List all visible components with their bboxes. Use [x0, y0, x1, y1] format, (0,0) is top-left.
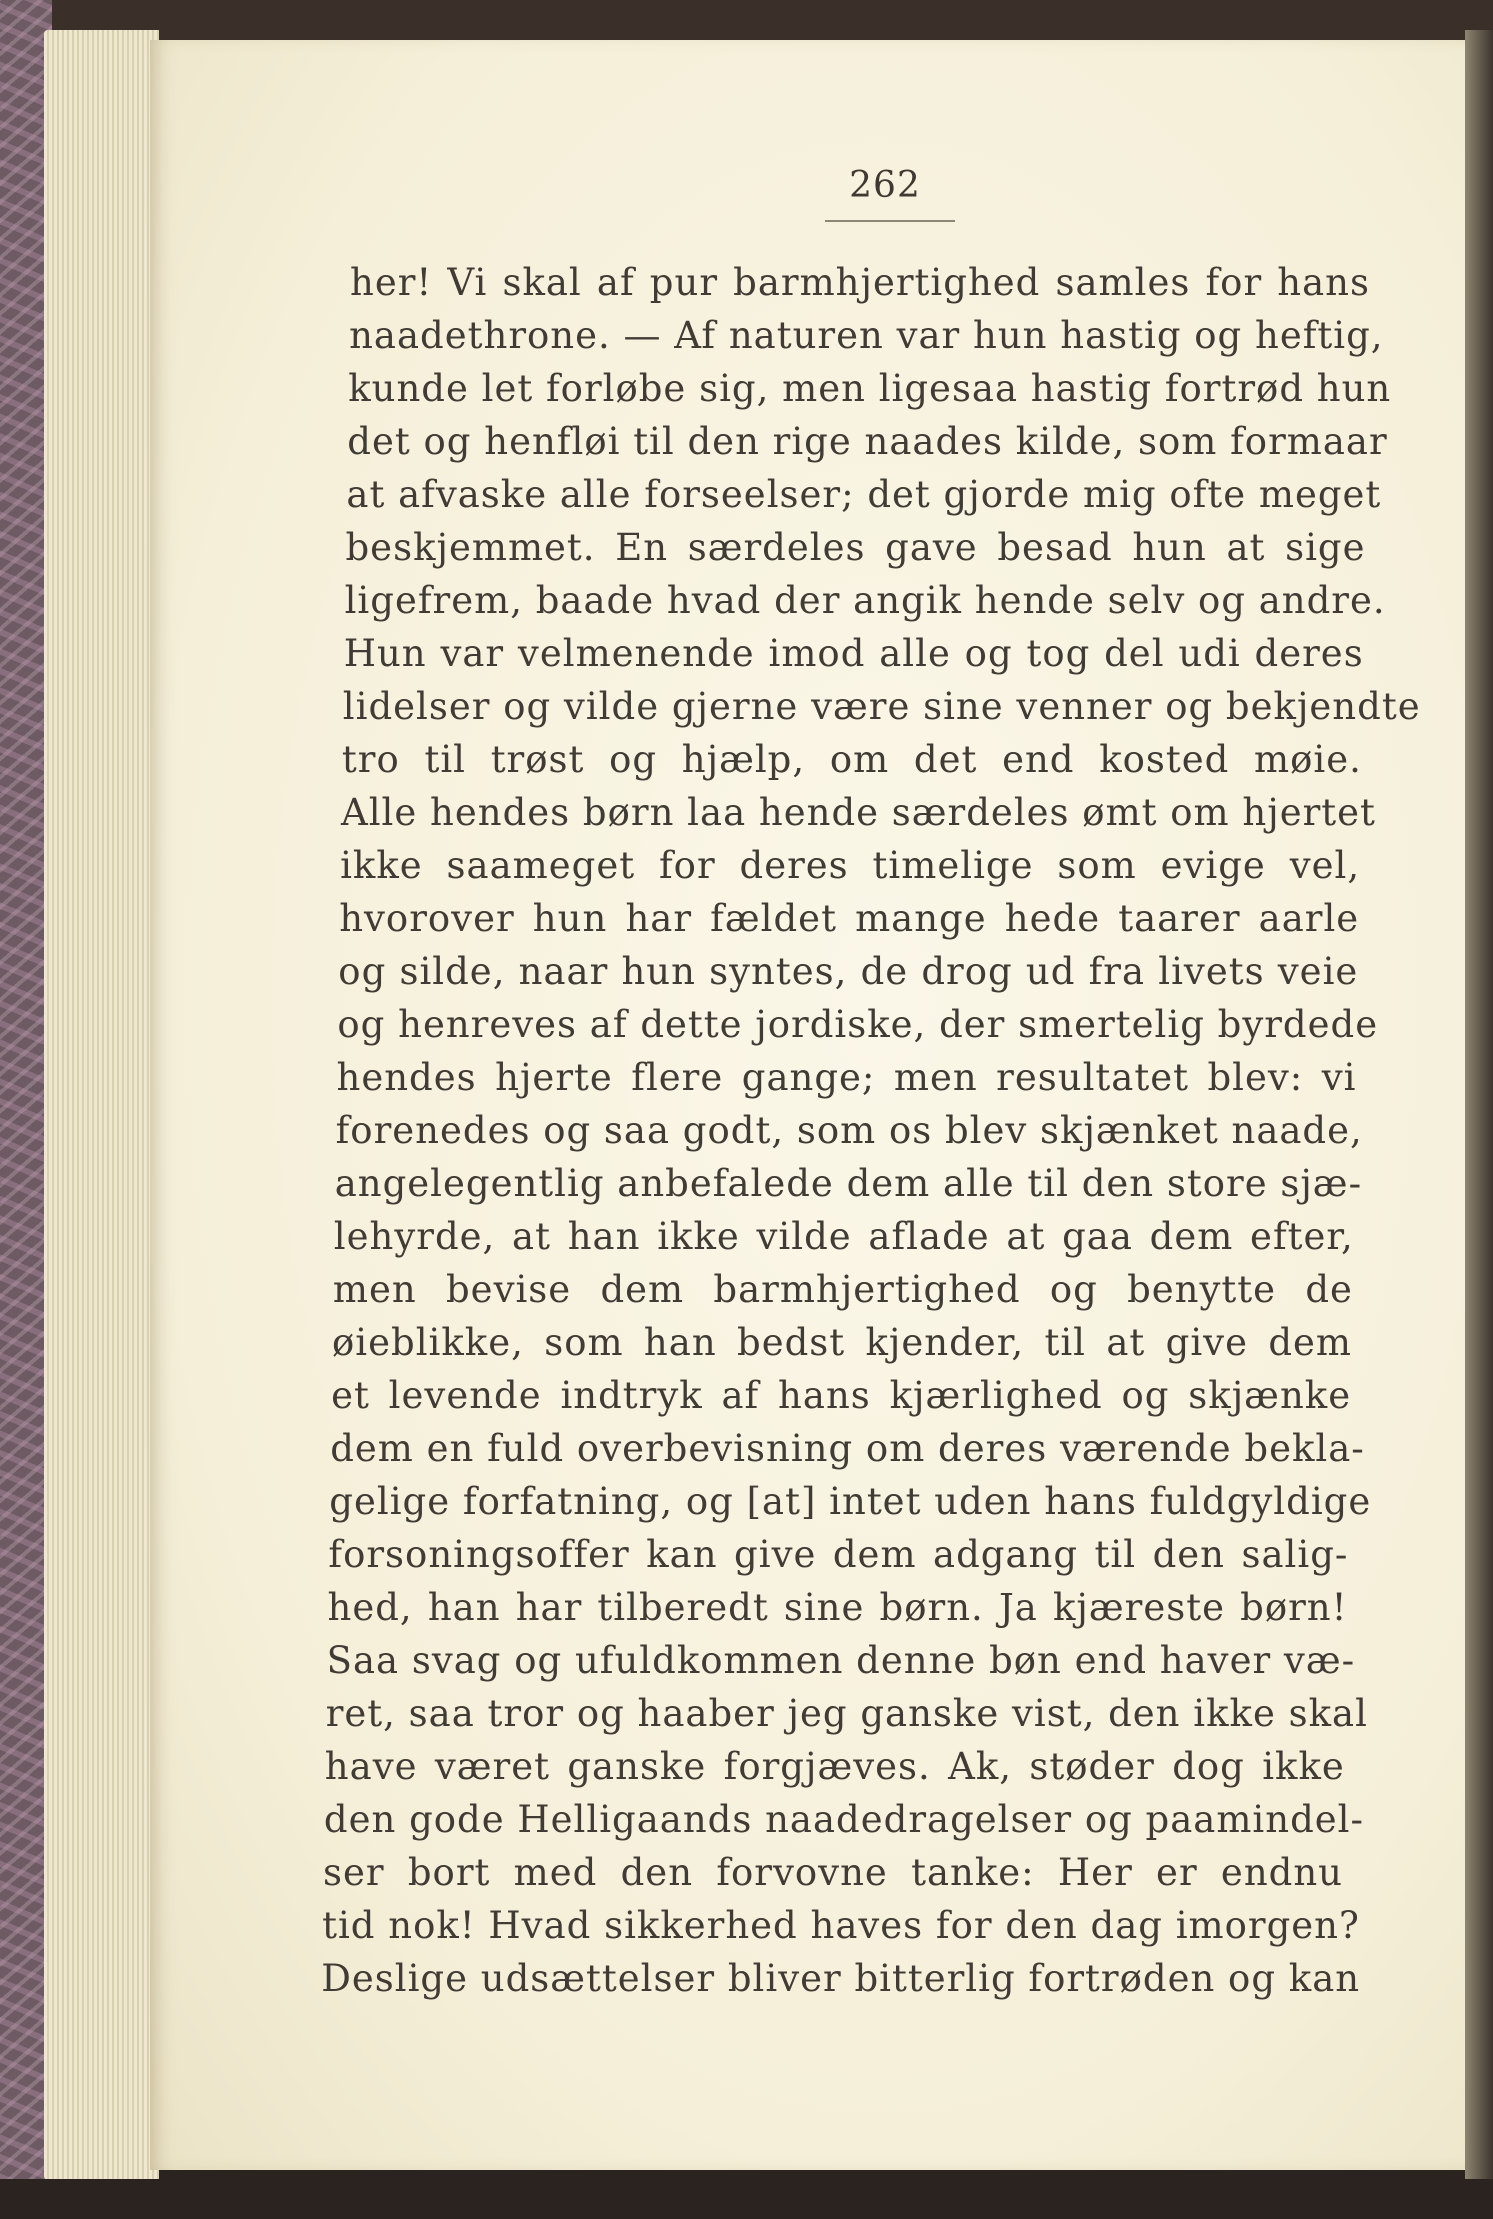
text-line: beskjemmet. En særdeles gave besad hun at sige	[345, 526, 1366, 569]
text-line: et levende indtryk af hans kjærlighed og skjænke	[331, 1374, 1352, 1417]
bottom-shadow	[0, 2179, 1493, 2219]
text-line: gelige forfatning, og [at] intet uden hans fuldgyldige	[329, 1480, 1372, 1523]
text-line: Deslige udsættelser bliver bitterlig fortrøden og kan	[321, 1957, 1361, 2000]
right-page-edge	[1465, 30, 1493, 2180]
text-line: angelegentlig anbefalede dem alle til den store sjæ-	[334, 1162, 1363, 1205]
page-block-edge	[44, 30, 159, 2180]
text-line: tro til trøst og hjælp, om det end kosted møie.	[341, 738, 1362, 781]
body-text	[321, 256, 1421, 2005]
text-line: Alle hendes børn laa hende særdeles ømt om hjertet	[341, 791, 1376, 834]
text-line: hed, han har tilberedt sine børn. Ja kjæreste børn!	[327, 1586, 1348, 1629]
text-line: tid nok! Hvad sikkerhed haves for den dag imorgen?	[322, 1904, 1360, 1947]
text-line: den gode Helligaands naadedragelser og paamindel-	[323, 1798, 1365, 1841]
text-line: ligefrem, baade hvad der angik hende selv og andre.	[344, 579, 1386, 622]
text-line: ser bort med den forvovne tanke: Her er endnu	[323, 1851, 1343, 1894]
text-line: lidelser og vilde gjerne være sine venner og bekjendte	[342, 685, 1421, 728]
text-line: det og henfløi til den rige naades kilde, som formaar	[347, 420, 1388, 463]
text-line: Saa svag og ufuldkommen denne bøn end haver væ-	[326, 1639, 1356, 1682]
text-line: ikke saameget for deres timelige som evige vel,	[340, 844, 1361, 887]
text-line: øieblikke, som han bedst kjender, til at give dem	[332, 1321, 1352, 1364]
text-line: forsoningsoffer kan give dem adgang til den salig-	[328, 1533, 1349, 1576]
text-line: dem en fuld overbevisning om deres værende bekla-	[330, 1427, 1365, 1470]
text-line: og silde, naar hun syntes, de drog ud fra livets veie	[338, 950, 1359, 993]
text-line: naadethrone. — Af naturen var hun hastig og heftig,	[349, 314, 1384, 357]
page-number-rule	[825, 220, 955, 222]
text-line: hvorover hun har fældet mange hede taarer aarle	[339, 897, 1360, 940]
text-line: og henreves af dette jordiske, der smertelig byrdede	[337, 1003, 1379, 1046]
text-line: ret, saa tror og haaber jeg ganske vist, den ikke skal	[325, 1692, 1368, 1735]
text-line: Hun var velmenende imod alle og tog del udi deres	[343, 632, 1364, 675]
text-line: men bevise dem barmhjertighed og benytte de	[332, 1268, 1353, 1311]
page-number: 262	[849, 165, 921, 206]
text-line: her! Vi skal af pur barmhjertighed samles for hans	[350, 261, 1370, 304]
text-line: lehyrde, at han ikke vilde aflade at gaa dem efter,	[333, 1215, 1354, 1258]
text-line: have været ganske forgjæves. Ak, støder dog ikke	[324, 1745, 1345, 1788]
text-line: kunde let forløbe sig, men ligesaa hastig fortrød hun	[348, 367, 1392, 410]
text-line: at afvaske alle forseelser; det gjorde mig ofte meget	[346, 473, 1382, 516]
text-line: hendes hjerte flere gange; men resultatet blev: vi	[336, 1056, 1357, 1099]
text-line: forenedes og saa godt, som os blev skjænket naade,	[335, 1109, 1363, 1152]
